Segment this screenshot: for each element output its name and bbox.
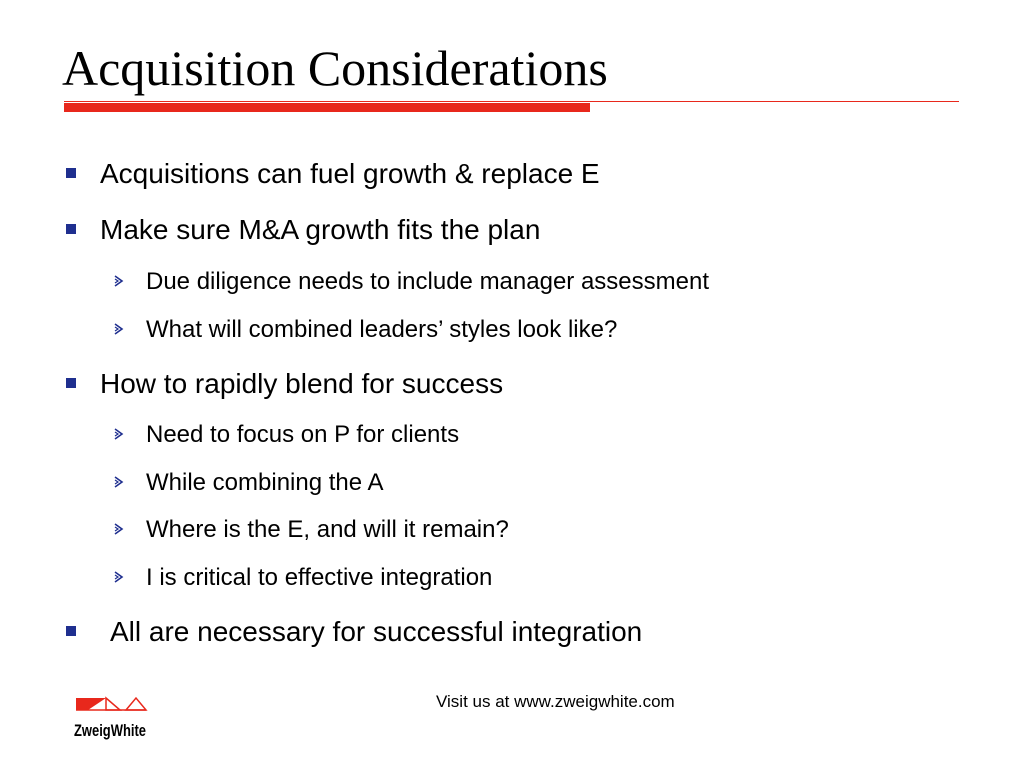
square-bullet-icon xyxy=(66,224,76,234)
sub-bullet-item xyxy=(146,268,709,296)
sub-bullet-item xyxy=(146,564,492,592)
arrow-bullet-icon xyxy=(113,426,125,442)
sub-bullet-text: Due diligence needs to include manager assessment xyxy=(146,268,710,295)
bullet-item xyxy=(100,213,540,247)
sub-bullet-text: Where is the E, and will it remain? xyxy=(146,516,509,543)
arrow-bullet-icon xyxy=(113,321,125,337)
bullet-item xyxy=(100,367,503,401)
bullet-item xyxy=(100,157,600,191)
arrow-bullet-icon xyxy=(113,569,125,585)
sub-bullet-text: Need to focus on P for clients xyxy=(146,421,460,448)
square-bullet-icon xyxy=(66,626,76,636)
slide-title: Acquisition Considerations xyxy=(62,40,608,96)
bullet-text: How to rapidly blend for success xyxy=(100,368,504,399)
sub-bullet-item xyxy=(146,316,617,344)
logo-wordmark: ZweigWhite xyxy=(74,721,146,740)
zweigwhite-logo xyxy=(70,696,152,746)
title-underline-thin xyxy=(64,101,959,102)
arrow-bullet-icon xyxy=(113,521,125,537)
bullet-text: Acquisitions can fuel growth & replace E xyxy=(100,158,600,189)
sub-bullet-item xyxy=(146,469,383,497)
sub-bullet-text: I is critical to effective integration xyxy=(146,564,493,591)
sub-bullet-text: While combining the A xyxy=(146,469,384,496)
sub-bullet-text: What will combined leaders’ styles look like? xyxy=(146,316,618,343)
bullet-text: Make sure M&A growth fits the plan xyxy=(100,214,541,245)
square-bullet-icon xyxy=(66,168,76,178)
arrow-bullet-icon xyxy=(113,474,125,490)
arrow-bullet-icon xyxy=(113,273,125,289)
bullet-text: All are necessary for successful integration xyxy=(110,616,643,647)
square-bullet-icon xyxy=(66,378,76,388)
bullet-item xyxy=(110,615,642,649)
footer-link-text: Visit us at www.zweigwhite.com xyxy=(436,692,675,711)
title-underline-thick xyxy=(64,103,590,112)
sub-bullet-item xyxy=(146,421,459,449)
sub-bullet-item xyxy=(146,516,509,544)
